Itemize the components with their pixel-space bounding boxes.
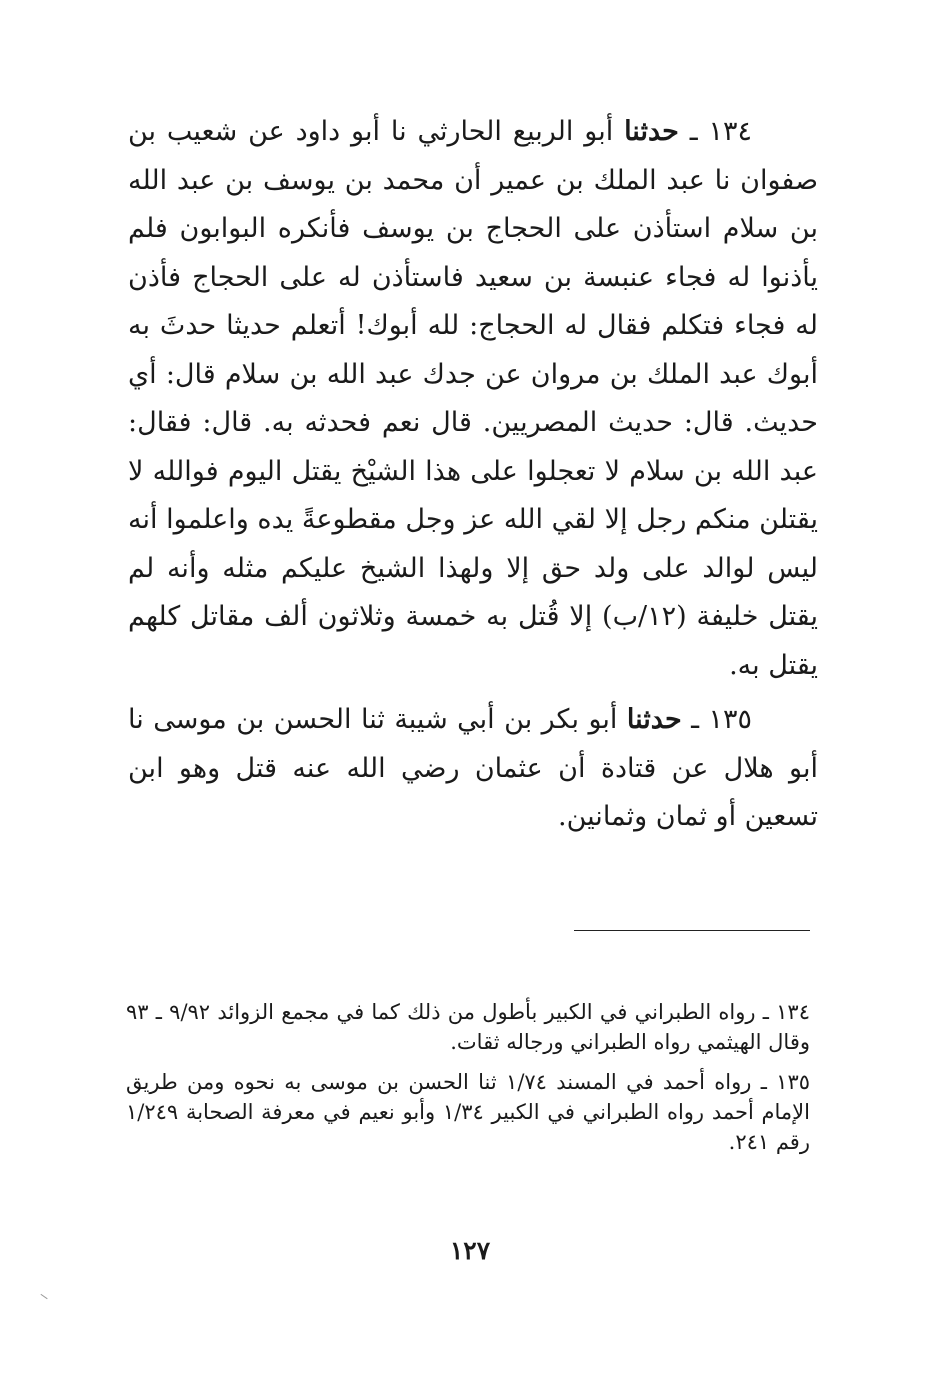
hadith-keyword: حدثنا [624, 116, 679, 147]
footnote-number: ١٣٤ ـ [762, 1000, 810, 1024]
hadith-135 [128, 696, 818, 842]
footnote-135 [126, 1067, 810, 1157]
hadith-text: أبو بكر بن أبي شيبة ثنا الحسن بن موسى نا أبو هلال عن قتادة أن عثمان رضي الله عنه قتل وهو ابن تسعين أو ثمان وثمانين. [128, 704, 818, 832]
hadith-keyword: حدثنا [626, 704, 682, 735]
page-number: ١٢٧ [449, 1236, 491, 1265]
hadith-number: ١٣٥ ـ [691, 704, 753, 735]
hadith-text: أبو الربيع الحارثي نا أبو داود عن شعيب بن صفوان نا عبد الملك بن عمير أن محمد بن يوسف بن عبد الله بن سلام استأذن على الحجاج بن يوسف فأنكره البوابون فلم يأذنوا له فجاء عنبسة بن سعيد فاستأذن له على الحجاج فأذن له فجاء فتكلم فقال له الحجاج: لله أبوك! أتعلم حديثا حدثَ به أبوك عبد الملك بن مروان عن جدك عبد الله بن سلام قال: أي حديث. قال: حديث المصريين. قال نعم فحدثه به. قال: فقال: عبد الله بن سلام لا تعجلوا على هذا الشيْخ يقتل اليوم فوالله لا يقتلن منكم رجل إلا لقي الله عز وجل مقطوعةً يده واعلموا أنه ليس لوالد على ولد حق إلا ولهذا الشيخ عليكم مثله وأنه لم يقتل خليفة (١٢/ب) إلا قُتل به خمسة وثلاثون ألف مقاتل كلهم يقتل به. [128, 116, 818, 681]
hadith-number: ١٣٤ ـ [689, 116, 752, 147]
footnote-divider [574, 930, 810, 931]
main-text [128, 108, 818, 848]
footnote-number: ١٣٥ ـ [760, 1070, 811, 1094]
footnotes [126, 997, 810, 1167]
scan-speck [40, 1294, 47, 1300]
footnote-134 [126, 997, 810, 1057]
footnote-text: رواه أحمد في المسند ١/٧٤ ثنا الحسن بن موسى به نحوه ومن طريق الإمام أحمد رواه الطبراني في الكبير ١/٣٤ وأبو نعيم في معرفة الصحابة ١/٢٤٩ رقم ٢٤١. [126, 1070, 810, 1154]
footnote-text: رواه الطبراني في الكبير بأطول من ذلك كما في مجمع الزوائد ٩/٩٢ ـ ٩٣ وقال الهيثمي رواه الطبراني ورجاله ثقات. [126, 1000, 810, 1054]
hadith-134 [128, 108, 818, 690]
